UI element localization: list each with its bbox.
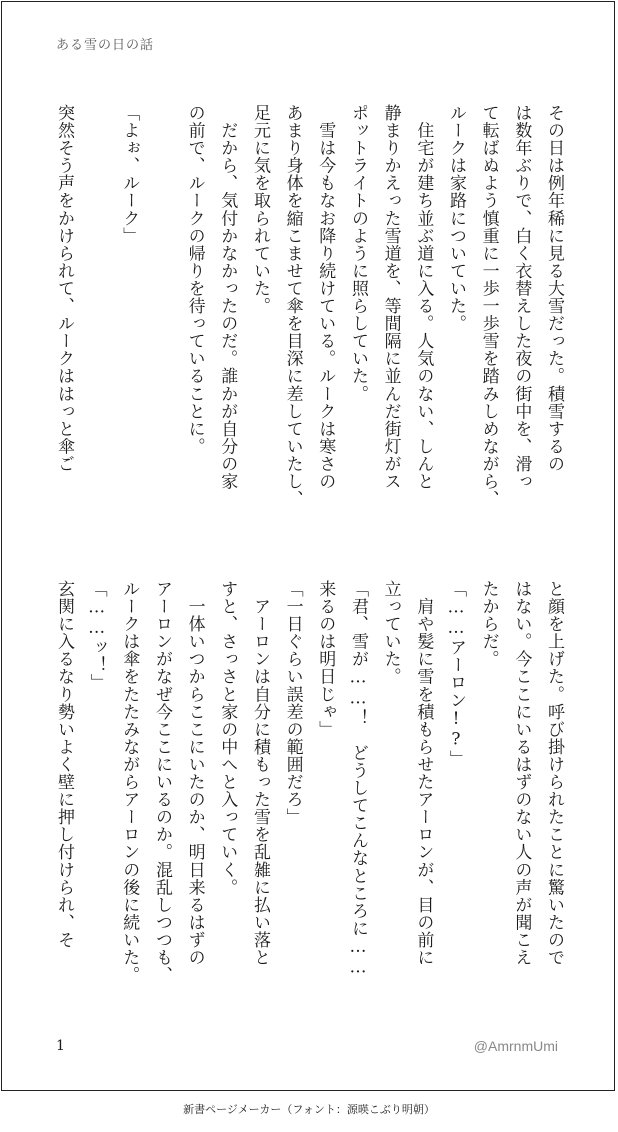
text-column: 立っていた。 <box>380 580 401 686</box>
page-title: ある雪の日の話 <box>56 38 155 53</box>
text-column: 肩や髪に雪を積もらせたアーロンが、目の前に <box>413 580 434 967</box>
text-column: 「……アーロン!?」 <box>445 580 466 768</box>
text-column: 来るのは明日じゃ」 <box>315 580 336 738</box>
text-column: と顔を上げた。呼び掛けられたことに驚いたので <box>544 580 564 967</box>
page-number: 1 <box>56 1038 65 1054</box>
text-column: の前で、ルークの帰りを待っていることに。 <box>184 104 205 455</box>
text-column: 静まりかえった雪道を、等間隔に並んだ街灯がス <box>380 104 401 491</box>
text-column: その日は例年稀に見る大雪だった。積雪するの <box>544 104 564 473</box>
text-column: アーロンがなぜ今ここにいるのか。混乱しつつも、 <box>151 580 172 984</box>
text-column: たからだ。 <box>478 580 499 668</box>
text-column: ルークは傘をたたみながらアーロンの後に続いた。 <box>119 580 140 984</box>
text-column: 「君、雪が……！ どうしてこんなところに…… <box>347 580 368 979</box>
text-column: は数年ぶりで、白く衣替えした夜の街中を、滑っ <box>511 104 532 491</box>
text-column: アーロンは自分に積もった雪を乱雑に払い落と <box>249 580 270 967</box>
text-column: 住宅が建ち並ぶ道に入る。人気のない、しんと <box>413 104 434 491</box>
author-handle: @AmrnmUmi <box>473 1038 558 1054</box>
text-column: 「一日ぐらい誤差の範囲だろ」 <box>282 580 303 826</box>
text-column: すと、さっさと家の中へと入っていく。 <box>217 580 238 896</box>
text-column: 「……ッ！」 <box>86 580 107 692</box>
text-column: だから、気付かなかったのだ。誰かが自分の家 <box>217 104 238 491</box>
novel-page <box>1 1 615 1091</box>
text-column: 突然そう声をかけられて、ルークははっと傘ご <box>53 104 74 473</box>
text-column: て転ばぬよう慎重に一歩一歩雪を踏みしめながら、 <box>478 104 499 508</box>
text-column: 「よぉ、ルーク」 <box>119 104 140 245</box>
text-column: 玄関に入るなり勢いよく壁に押し付けられ、そ <box>53 580 74 949</box>
text-column: 雪は今もなお降り続けている。ルークは寒さの <box>315 104 336 491</box>
text-column: あまり身体を縮こませて傘を目深に差していたし、 <box>282 104 303 508</box>
text-column: ポットライトのように照らしていた。 <box>347 104 368 403</box>
text-column: ルークは家路についていた。 <box>445 104 466 333</box>
text-column: 一体いつからここにいたのか、明日来るはずの <box>184 580 205 967</box>
generator-credit: 新書ページメーカー（フォント：源暎こぶり明朝） <box>183 1103 435 1116</box>
text-column: はない。今ここにいるはずのない人の声が聞こえ <box>511 580 532 967</box>
text-column: 足元に気を取られていた。 <box>249 104 270 315</box>
